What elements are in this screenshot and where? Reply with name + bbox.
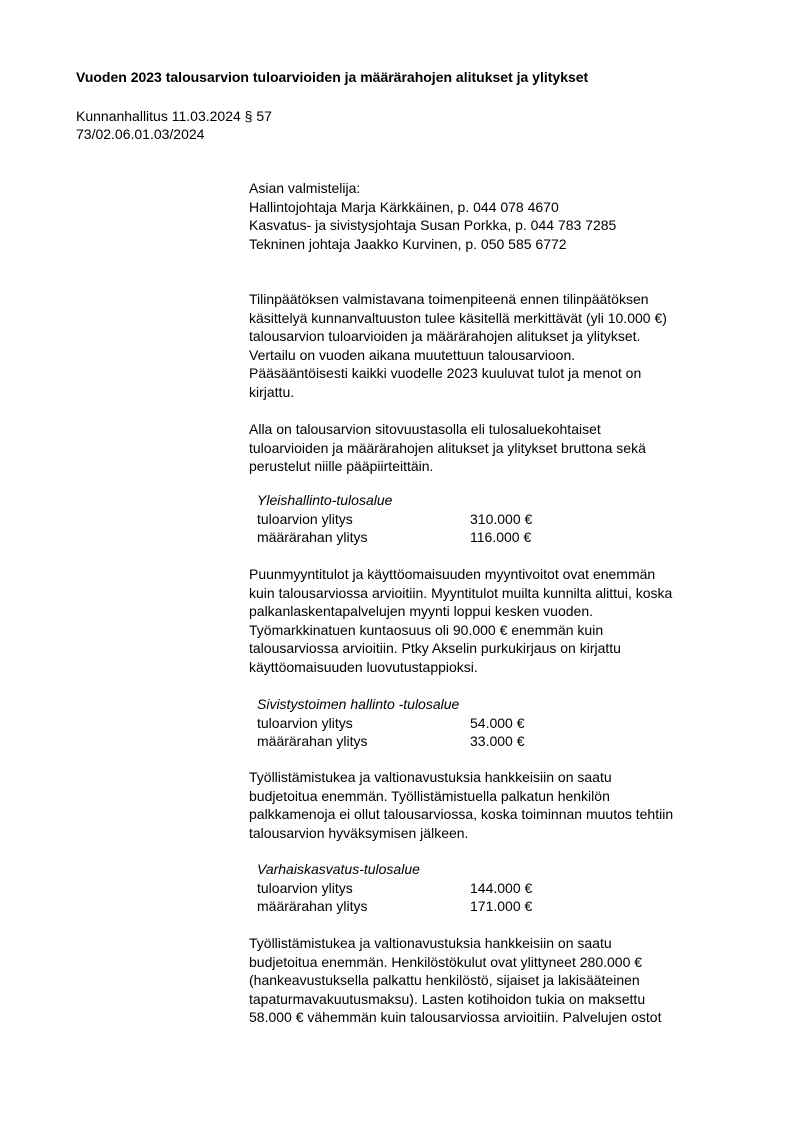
text-line: perustelut niille pääpiirteittäin. [249,458,434,474]
row-value: 144.000 € [470,879,533,896]
text-line: kuin talousarviossa arvioitiin. Myyntitulot muilta kunnilta alittui, koska [249,584,673,601]
text-line: Puunmyyntitulot ja käyttöomaisuuden myyntivoitot ovat enemmän [249,566,656,582]
intro2-paragraph [249,420,739,476]
text-line: Tilinpäätöksen valmistavana toimenpiteenä ennen tilinpäätöksen [249,291,649,307]
text-line: budjetoitua enemmän. Henkilöstökulut ovat ylittyneet 280.000 € [249,953,643,970]
row-label: tuloarvion ylitys [257,879,353,896]
figure-row [257,714,525,733]
text-line: tuloarvioiden ja määrärahojen alitukset ja ylitykset bruttona sekä [249,439,646,456]
text-line: (hankeavustuksella palkattu henkilöstö, sijaiset ja lakisääteinen [249,972,640,988]
section-title: Varhaiskasvatus-tulosalue [257,861,420,877]
row-value: 171.000 € [470,898,533,914]
preparer-line: Tekninen johtaja Jaakko Kurvinen, p. 050 585 6772 [249,235,567,252]
text-line: Pääsääntöisesti kaikki vuodelle 2023 kuuluvat tulot ja menot on [249,365,642,381]
text-line: talousarvion tuloarvioiden ja määrärahojen alitukset ja ylitykset. [249,328,641,344]
figure-row [257,528,532,547]
record-number: 73/02.06.01.03/2024 [76,126,205,142]
row-value: 116.000 € [470,529,532,545]
meeting-line: Kunnanhallitus 11.03.2024 § 57 [76,108,272,124]
section-title: Yleishallinto-tulosalue [257,492,393,508]
text-line: käsittelyä kunnanvaltuuston tulee käsitellä merkittävät (yli 10.000 €) [249,309,667,326]
text-line: talousarvion hyväksymisen jälkeen. [249,824,469,841]
section-explanation [249,934,739,1027]
text-line: Alla on talousarvion sitovuustasolla eli tulosaluekohtaiset [249,421,601,437]
row-value: 54.000 € [470,714,525,731]
section-varhaiskasvatus [257,860,533,916]
text-line: palkkamenoja ei ollut talousarviossa, koska toiminnan muutos tehtiin [249,806,674,822]
section-sivistystoimi [257,695,525,751]
row-label: määrärahan ylitys [257,898,368,914]
preparer-line: Kasvatus- ja sivistysjohtaja Susan Porkka, p. 044 783 7285 [249,217,617,233]
text-line: talousarviossa arvioitiin. Ptky Akselin purkukirjaus on kirjattu [249,640,621,656]
preparers-block [249,179,739,253]
row-label: määrärahan ylitys [257,529,368,545]
figure-row [257,897,533,916]
figure-row [257,879,533,898]
preparers-heading: Asian valmistelija: [249,180,361,196]
row-value: 33.000 € [470,733,525,749]
row-label: tuloarvion ylitys [257,510,353,527]
meeting-info [76,107,272,143]
intro-paragraph [249,290,739,401]
section-yleishallinto [257,491,533,547]
text-line: tapaturmavakuutusmaksu). Lasten kotihoidon tukia on maksettu [249,990,646,1007]
document-title: Vuoden 2023 talousarvion tuloarvioiden ja määrärahojen alitukset ja ylitykset [76,69,589,85]
text-line: Työllistämistukea ja valtionavustuksia hankkeisiin on saatu [249,935,612,951]
preparer-line: Hallintojohtaja Marja Kärkkäinen, p. 044 078 4670 [249,198,559,215]
section-explanation [249,565,739,676]
text-line: käyttöomaisuuden luovutustappioksi. [249,658,478,675]
row-label: määrärahan ylitys [257,733,368,749]
text-line: kirjattu. [249,383,295,400]
text-line: budjetoitua enemmän. Työllistämistuella palkatun henkilön [249,787,610,804]
section-title: Sivistystoimen hallinto -tulosalue [257,696,460,712]
figure-row [257,510,533,529]
text-line: palkanlaskentapalvelujen myynti loppui kesken vuoden. [249,603,593,619]
section-explanation [249,768,739,842]
text-line: 58.000 € vähemmän kuin talousarviossa arvioitiin. Palvelujen ostot [249,1009,662,1025]
row-label: tuloarvion ylitys [257,714,353,731]
figure-row [257,732,525,751]
row-value: 310.000 € [470,510,533,527]
text-line: Työllistämistukea ja valtionavustuksia hankkeisiin on saatu [249,769,612,785]
text-line: Työmarkkinatuen kuntaosuus oli 90.000 € enemmän kuin [249,621,604,638]
text-line: Vertailu on vuoden aikana muutettuun talousarvioon. [249,346,576,363]
